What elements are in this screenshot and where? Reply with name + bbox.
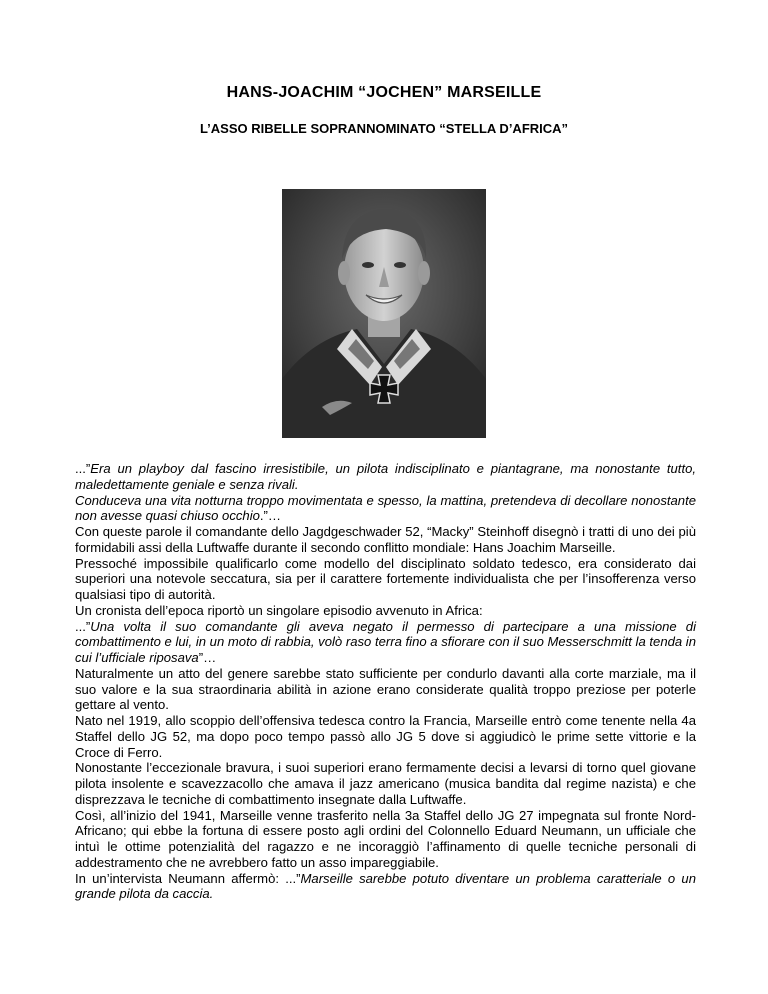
paragraph: Nonostante l’eccezionale bravura, i suoi superiori erano fermamente decisi a levarsi di torno quel giovane pilota insolente e scavezzacollo che amava il jazz americano (musica bandita dal regime nazista) e che disprezzava le tecniche di combattimento insegnate dalla Luftwaffe.	[75, 760, 696, 807]
article-body	[75, 461, 696, 902]
document-subtitle: L’ASSO RIBELLE SOPRANNOMINATO “STELLA D’AFRICA”	[199, 121, 569, 136]
paragraph: Così, all’inizio del 1941, Marseille venne trasferito nella 3a Staffel dello JG 27 impegnata sul fronte Nord-Africano; qui ebbe la fortuna di essere posto agli ordini del Colonnello Eduard Neumann, un ufficiale che intuì le ottime potenzialità del ragazzo e ne incoraggiò l’affinamento di quelle tecniche personali di addestramento che ne avrebbero fatto un asso impareggiabile.	[75, 807, 696, 870]
paragraph: Un cronista dell’epoca riportò un singolare episodio avvenuto in Africa:	[75, 602, 483, 618]
paragraph: In un’intervista Neumann affermò: ...”Marseille sarebbe potuto diventare un problema caratteriale o un grande pilota da caccia.	[75, 870, 696, 902]
paragraph: Nato nel 1919, allo scoppio dell’offensiva tedesca contro la Francia, Marseille entrò come tenente nella 4a Staffel dello JG 52, ma dopo poco tempo passò allo JG 5 dove si aggiudicò le prime sette vittorie e la Croce di Ferro.	[75, 713, 696, 760]
paragraph: ...”Una volta il suo comandante gli aveva negato il permesso di partecipare a una missione di combattimento e lui, in un moto di rabbia, volò raso terra fino a sfiorare con il suo Messerschmitt la tenda in cui l’ufficiale riposava”…	[75, 618, 696, 665]
portrait-photo-icon	[282, 189, 486, 438]
paragraph: Naturalmente un atto del genere sarebbe stato sufficiente per condurlo davanti alla corte marziale, ma il suo valore e la sua straordinaria abilità in azione erano considerate qualità troppo preziose per poterle gettare al vento.	[75, 665, 696, 713]
paragraph: Con queste parole il comandante dello Jagdgeschwader 52, “Macky” Steinhoff disegnò i tratti di uno dei più formidabili assi della Luftwaffe durante il secondo conflitto mondiale: Hans Joachim Marseille.	[75, 524, 696, 555]
paragraph: ...”Era un playboy dal fascino irresistibile, un pilota indisciplinato e piantagrane, ma nonostante tutto, maledettamente geniale e senza rivali.	[75, 461, 696, 492]
paragraph: Pressoché impossibile qualificarlo come modello del disciplinato soldato tedesco, era considerato dai superiori una notevole seccatura, sia per il carattere fortemente individualista che per l’insofferenza verso qualsiasi tipo di autorità.	[75, 555, 696, 602]
document-title: HANS-JOACHIM “JOCHEN” MARSEILLE	[226, 84, 542, 101]
portrait-photo	[282, 189, 486, 438]
paragraph: Conduceva una vita notturna troppo movimentata e spesso, la mattina, pretendeva di decollare nonostante non avesse quasi chiuso occhio.”…	[75, 492, 696, 524]
